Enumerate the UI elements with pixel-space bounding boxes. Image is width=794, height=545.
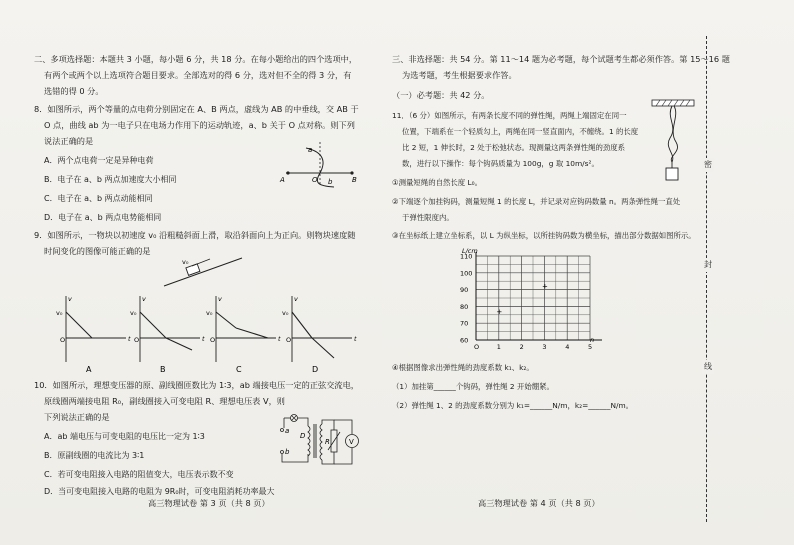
grid-x-tick: 4 — [565, 343, 570, 351]
grid-x-tick: 2 — [519, 343, 524, 351]
right-page — [392, 0, 730, 545]
q10-option-b: B．原副线圈的电流比为 3∶1 — [44, 451, 145, 460]
binding-label-fold: 封 — [702, 258, 714, 272]
q10-terminal-a — [281, 429, 284, 432]
q11-grid-ticks — [460, 252, 595, 352]
binding-label-seal: 密 — [702, 158, 714, 172]
q9-graph-b-label: B — [160, 365, 166, 374]
q11-step2a: ②下端逐个加挂钩码，测量短绳 1 的长度 L，并记录对应钩码数量 n。两条弹性绳一直处 — [392, 197, 681, 206]
q10-label-R: R — [325, 438, 330, 446]
q9-graph-a-v0: v₀ — [56, 309, 63, 317]
q11-step2b: 于弹性限度内。 — [402, 213, 454, 222]
q9-graph-d-v0: v₀ — [282, 309, 289, 317]
q8-label-B: B — [352, 176, 357, 184]
q8-label-A: A — [280, 176, 285, 184]
grid-x-tick: O — [474, 343, 480, 351]
q9-graph-d-line2 — [312, 338, 334, 358]
q11-grid-lines — [476, 252, 602, 340]
q8-line2: O 点，曲线 ab 为一电子只在电场力作用下的运动轨迹，a、b 关于 O 点对称。则下列 — [44, 120, 355, 130]
grid-x-tick: 3 — [542, 343, 547, 351]
q11-line1: 11．（6 分）如图所示，有两条长度不同的弹性绳，两绳上端固定在同一 — [392, 111, 627, 120]
q9-graph-d-vaxis: v — [294, 295, 298, 303]
q11-line2: 位置，下端系在一个轻质勾上，两绳在同一竖直面内，不缠绕。1 的长度 — [402, 127, 639, 136]
q9-graph-a-line — [66, 312, 92, 338]
section3-line1: 三、非选择题：共 54 分。第 11～14 题为必考题，每个试题考生都必须作答。第 15～16 题 — [392, 54, 730, 64]
q9-graph-d-origin: O — [286, 336, 292, 344]
q9-graph-a-origin: O — [60, 336, 66, 344]
q9-line1: 9．如图所示，一物块以初速度 v₀ 沿粗糙斜面上滑，取沿斜面向上为正向。则物块速度随 — [34, 230, 356, 240]
q9-graph-a-vaxis: v — [68, 295, 72, 303]
q10-line3: 下列说法正确的是 — [44, 412, 110, 422]
q9-graph-b-origin: O — [134, 336, 140, 344]
q9-incline — [164, 258, 242, 286]
q9-graph-c-vaxis: v — [218, 295, 222, 303]
grid-y-tick: 80 — [460, 302, 469, 311]
q11-step3: ③在坐标纸上建立坐标系，以 L 为纵坐标，以所挂钩码数为横坐标，描出部分数据如图所示。 — [392, 231, 696, 240]
required-subsection: （一）必考题：共 42 分。 — [392, 90, 490, 100]
section3-line2: 为选考题，考生根据要求作答。 — [402, 70, 517, 80]
q9-graph-d — [282, 295, 357, 374]
q10-option-a: A．ab 端电压与可变电阻的电压比一定为 1∶3 — [44, 432, 205, 441]
section2-line2: 有两个或两个以上选项符合题目要求。全部选对的得 6 分，选对但不全的得 3 分，有 — [44, 70, 352, 80]
q11-question1: （1）加挂第______个钩码，弹性绳 2 开始绷紧。 — [392, 382, 554, 391]
q8-option-b: B．电子在 a、b 两点加速度大小相同 — [44, 175, 177, 184]
q11-grid-points — [496, 283, 548, 316]
q8-figure — [276, 140, 360, 188]
q10-circuit — [278, 412, 364, 468]
q9-graph-a — [56, 295, 131, 374]
q11-rope-1 — [668, 106, 673, 162]
q9-graph-b-line2 — [166, 338, 192, 350]
q9-graph-c-label: C — [236, 365, 242, 374]
q9-graph-d-label: D — [312, 365, 319, 374]
q9-graph-d-line1 — [292, 312, 312, 338]
q8-option-a: A．两个点电荷一定是异种电荷 — [44, 156, 154, 165]
q11-line4: 数，进行以下操作：每个钩码质量为 100g，g 取 10m/s²。 — [402, 159, 599, 168]
q9-graph-c-line1 — [216, 312, 236, 328]
q11-question2: （2）弹性绳 1、2 的劲度系数分别为 k₁=______N/m，k₂=______N/m。 — [392, 401, 634, 410]
q8-label-a: a — [308, 146, 313, 154]
grid-x-tick: 1 — [496, 343, 501, 351]
q10-primary-coil — [308, 426, 310, 456]
q9-graph-a-taxis: t — [128, 335, 131, 343]
q9-block-label: v₀ — [182, 258, 189, 266]
q10-label-D: D — [300, 432, 306, 440]
q9-graph-b-vaxis: v — [142, 295, 146, 303]
q9-graph-c-v0: v₀ — [206, 309, 213, 317]
q9-graph-c-origin: O — [210, 336, 216, 344]
q11-grid-y-label: L/cm — [462, 247, 478, 255]
grid-data-point: + — [496, 307, 503, 316]
q10-label-a: a — [285, 427, 290, 435]
section2-line3: 选错的得 0 分。 — [44, 86, 104, 96]
q11-line3: 比 2 短，1 伸长时，2 处于松弛状态。现测量这两条弹性绳的劲度系 — [402, 143, 626, 152]
q9-graph-a-label: A — [86, 365, 92, 374]
q9-graph-b-taxis: t — [202, 335, 205, 343]
grid-data-point: + — [542, 282, 548, 291]
grid-y-tick: 70 — [460, 319, 469, 328]
q8-label-b: b — [328, 178, 333, 186]
q9-line2: 时间变化的图像可能正确的是 — [44, 246, 151, 256]
grid-x-tick: 5 — [588, 343, 593, 351]
q9-graph-c — [206, 295, 281, 374]
q9-graphs — [56, 292, 356, 376]
q8-line1: 8．如图所示，两个等量的点电荷分别固定在 A、B 两点，虚线为 AB 的中垂线，交 AB 于 — [34, 104, 359, 114]
right-page-footer: 高三物理试卷 第 4 页（共 8 页） — [478, 498, 600, 508]
q10-secondary-coil — [320, 424, 322, 460]
grid-y-tick: 110 — [460, 252, 473, 261]
q11-grid-chart — [440, 244, 630, 360]
q10-option-c: C．若可变电阻接入电路的阻值变大，电压表示数不变 — [44, 470, 234, 479]
binding-line — [706, 36, 707, 522]
q10-terminal-b — [281, 451, 284, 454]
q9-graph-b-v0: v₀ — [130, 309, 137, 317]
q11-hook-weight — [666, 168, 678, 180]
q8-charge-b — [350, 171, 353, 174]
left-page-footer: 高三物理试卷 第 3 页（共 8 页） — [148, 498, 270, 508]
q11-grid-x-label: n — [590, 336, 595, 344]
q10-option-d: D．当可变电阻接入电路的电阻为 9R₀时，可变电阻消耗功率最大 — [44, 487, 275, 496]
q9-incline-figure — [158, 250, 248, 292]
q9-graph-c-taxis: t — [278, 335, 281, 343]
grid-y-tick: 90 — [460, 286, 469, 295]
q8-line3: 说法正确的是 — [44, 136, 94, 146]
q9-graph-d-taxis: t — [354, 335, 357, 343]
q9-velocity-arrow — [192, 259, 210, 266]
q11-hanging-figure — [646, 96, 700, 186]
q10-line1: 10．如图所示，理想变压器的原、副线圈匝数比为 1∶3，ab 端接电压一定的正弦交流电， — [34, 380, 359, 390]
section2-line1: 二、多项选择题：本题共 3 小题，每小题 6 分，共 18 分。在每小题给出的四个选项中， — [34, 54, 358, 64]
q10-label-b: b — [285, 448, 290, 456]
q9-graph-c-line2 — [236, 328, 268, 338]
binding-label-line: 线 — [702, 360, 714, 374]
q8-option-c: C．电子在 a、b 两点动能相同 — [44, 194, 153, 203]
q9-graph-b — [130, 295, 205, 374]
q11-step1: ①测量短绳的自然长度 L₀。 — [392, 178, 482, 187]
q11-step4: ④根据图像求出弹性绳的劲度系数 k₁、k₂。 — [392, 363, 534, 372]
q8-option-d: D．电子在 a、b 两点电势能相同 — [44, 213, 162, 222]
q10-line2: 原线圈两端接电阻 R₀，副线圈接入可变电阻 R、理想电压表 V，则 — [44, 396, 285, 406]
grid-y-tick: 100 — [460, 269, 473, 278]
q10-voltmeter-label: V — [349, 438, 354, 446]
left-page — [0, 0, 388, 545]
q8-label-O: O — [312, 176, 318, 184]
grid-y-tick: 60 — [460, 336, 469, 345]
q9-graph-b-line1 — [140, 312, 166, 338]
q8-charge-a — [286, 171, 289, 174]
